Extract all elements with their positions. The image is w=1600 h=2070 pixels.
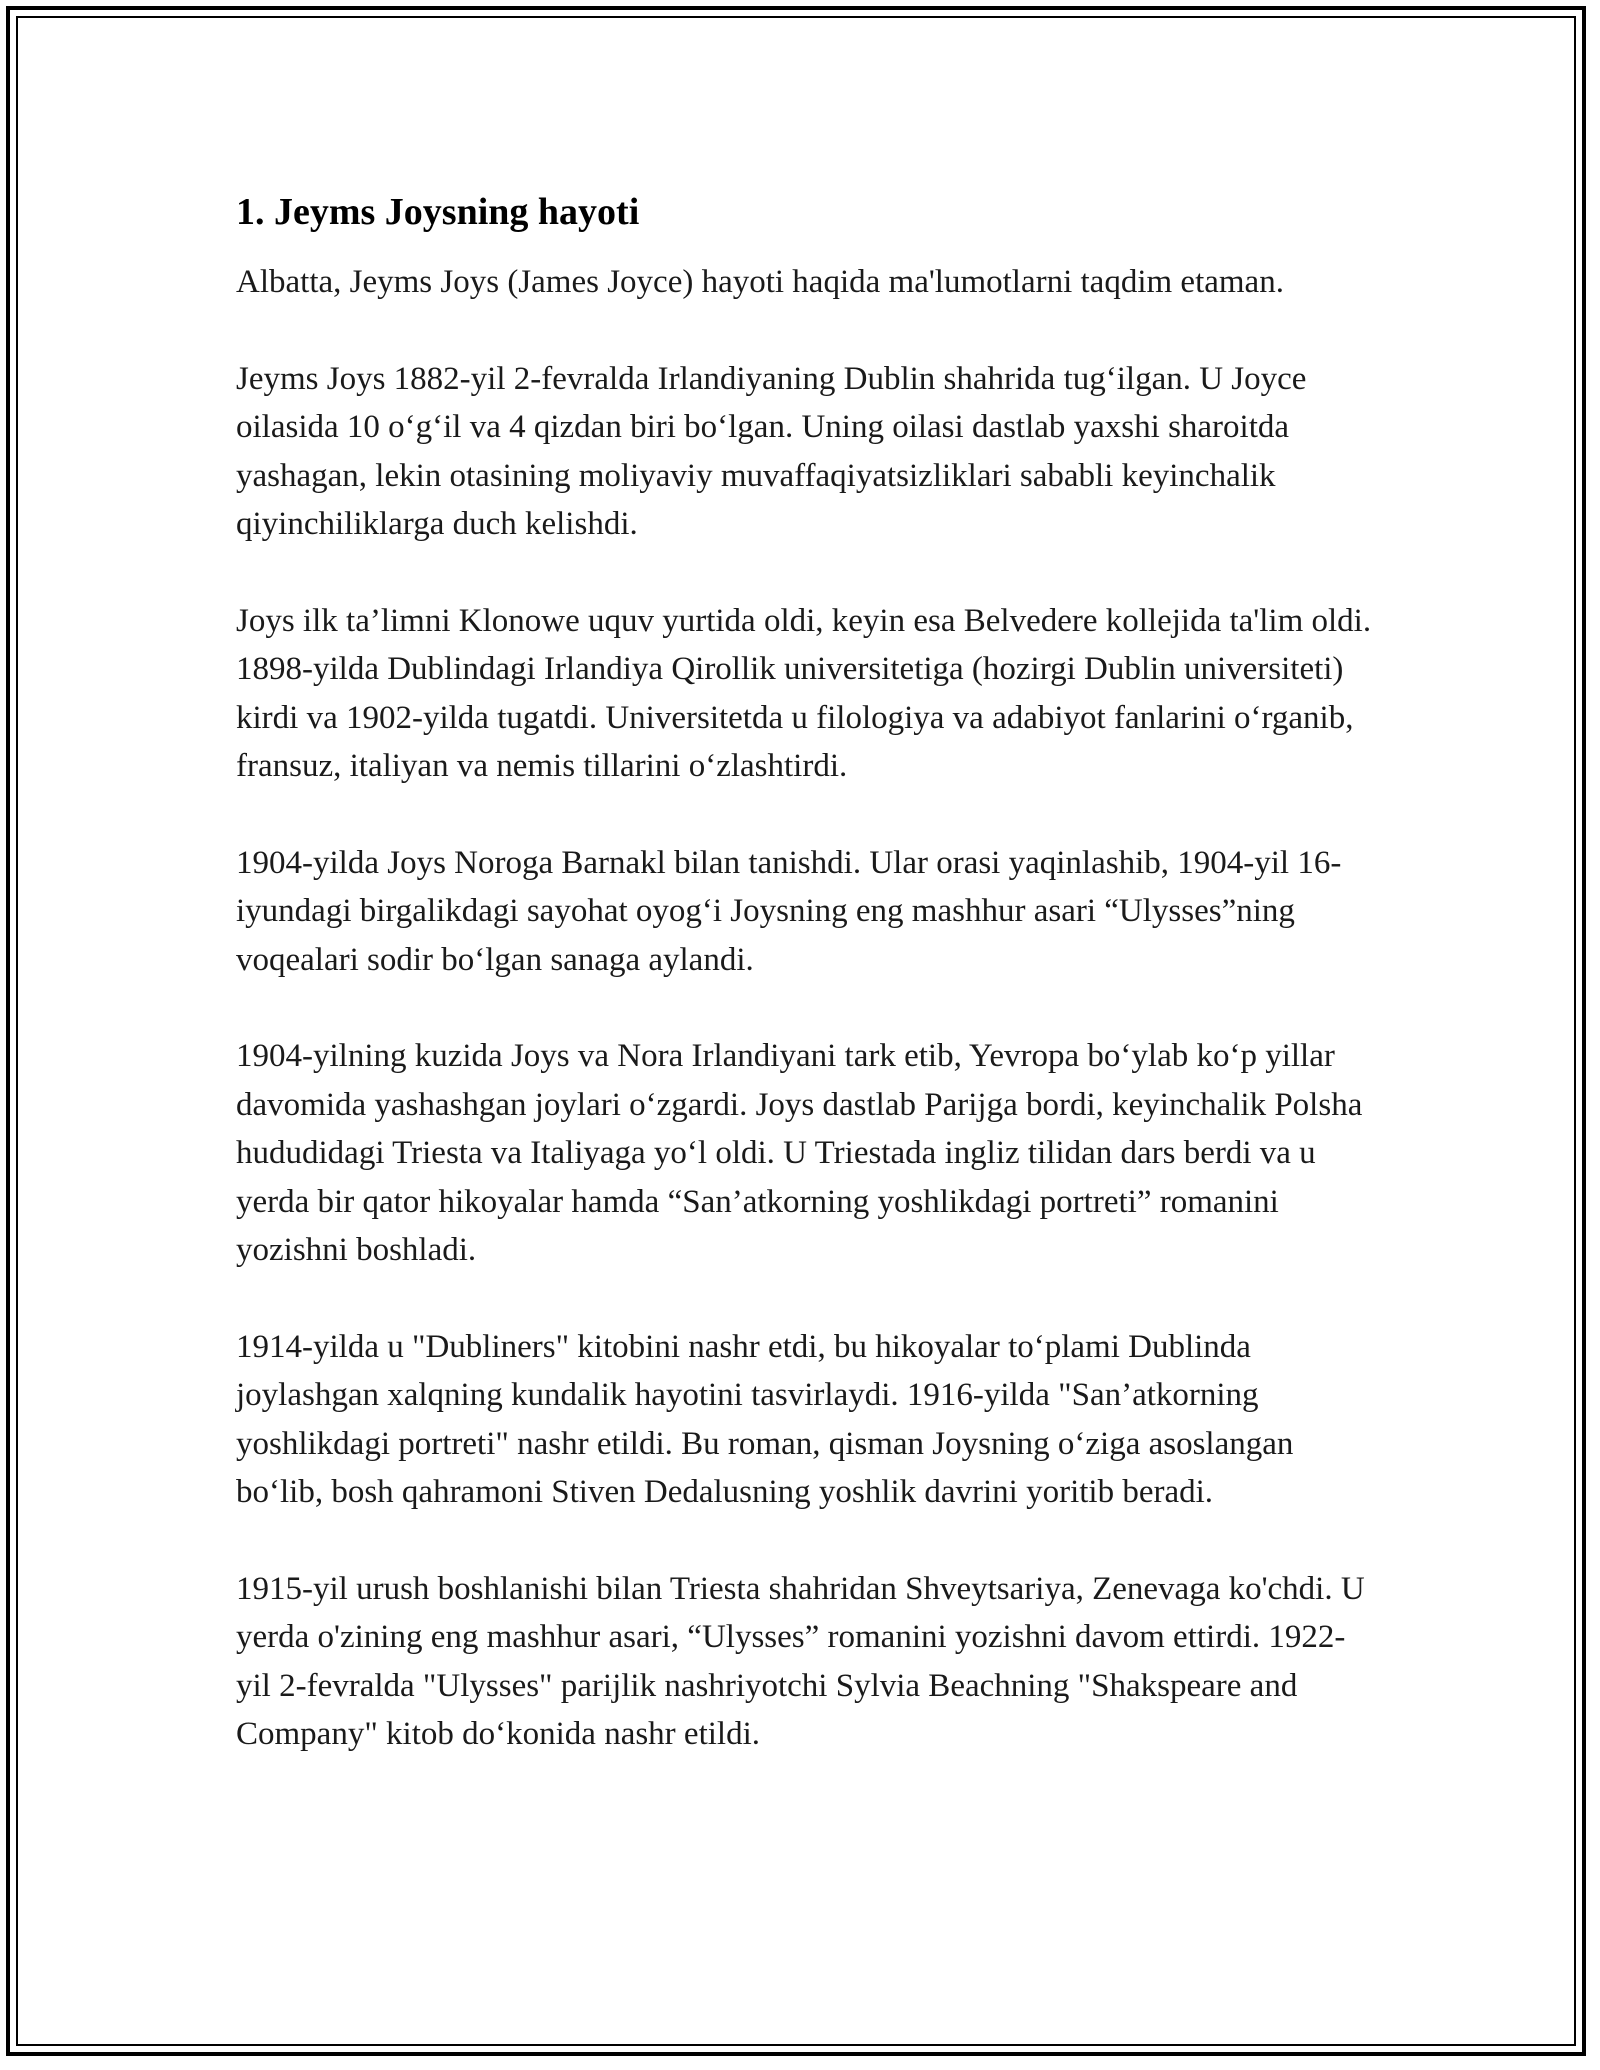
paragraph-europe: 1904-yilning kuzida Joys va Nora Irlandiyani tark etib, Yevropa bo‘ylab ko‘p yillar davomida yashashgan joylari o‘zgardi. Joys dastlab Parijga bordi, keyinchalik Polsha hududidagi Triesta va Italiyaga yo‘l oldi. U Triestada ingliz tilidan dars berdi va u yerda bir qator hikoyalar hamda “San’atkorning yoshlikdagi portreti” romanini yozishni boshladi. [236, 1038, 1363, 1268]
section-heading: 1. Jeyms Joysning hayoti [236, 191, 640, 233]
paragraph-nora: 1904-yilda Joys Noroga Barnakl bilan tanishdi. Ular orasi yaqinlashib, 1904-yil 16-iyundagi birgalikdagi sayohat oyog‘i Joysning eng mashhur asari “Ulysses”ning voqealari sodir bo‘lgan sanaga aylandi. [236, 844, 1342, 978]
paragraph-dubliners: 1914-yilda u "Dubliners" kitobini nashr etdi, bu hikoyalar to‘plami Dublinda joylashgan xalqning kundalik hayotini tasvirlaydi. 1916-yilda "San’atkorning yoshlikdagi portreti" nashr etildi. Bu roman, qisman Joysning o‘ziga asoslangan bo‘lib, bosh qahramoni Stiven Dedalusning yoshlik davrini yoritib beradi. [236, 1328, 1294, 1510]
paragraph-intro: Albatta, Jeyms Joys (James Joyce) hayoti haqida ma'lumotlarni taqdim etaman. [236, 264, 1284, 300]
paragraph-birth: Jeyms Joys 1882-yil 2-fevralda Irlandiyaning Dublin shahrida tug‘ilgan. U Joyce oilasida 10 o‘g‘il va 4 qizdan biri bo‘lgan. Uning oilasi dastlab yaxshi sharoitda yashagan, lekin otasining moliyaviy muvaffaqiyatsizliklari sababli keyinchalik qiyinchiliklarga duch kelishdi. [236, 360, 1307, 542]
paragraph-ulysses: 1915-yil urush boshlanishi bilan Triesta shahridan Shveytsariya, Zenevaga ko'chdi. U yerda o'zining eng mashhur asari, “Ulysses” romanini yozishni davom ettirdi. 1922-yil 2-fevralda "Ulysses" parijlik nashriyotchi Sylvia Beachning "Shakspeare and Company" kitob do‘konida nashr etildi. [236, 1570, 1365, 1752]
document-body [236, 188, 1376, 1807]
paragraph-education: Joys ilk ta’limni Klonowe uquv yurtida oldi, keyin esa Belvedere kollejida ta'lim oldi. 1898-yilda Dublindagi Irlandiya Qirollik universitetiga (hozirgi Dublin universiteti) kirdi va 1902-yilda tugatdi. Universitetda u filologiya va adabiyot fanlarini o‘rganib, fransuz, italiyan va nemis tillarini o‘zlashtirdi. [236, 602, 1372, 784]
